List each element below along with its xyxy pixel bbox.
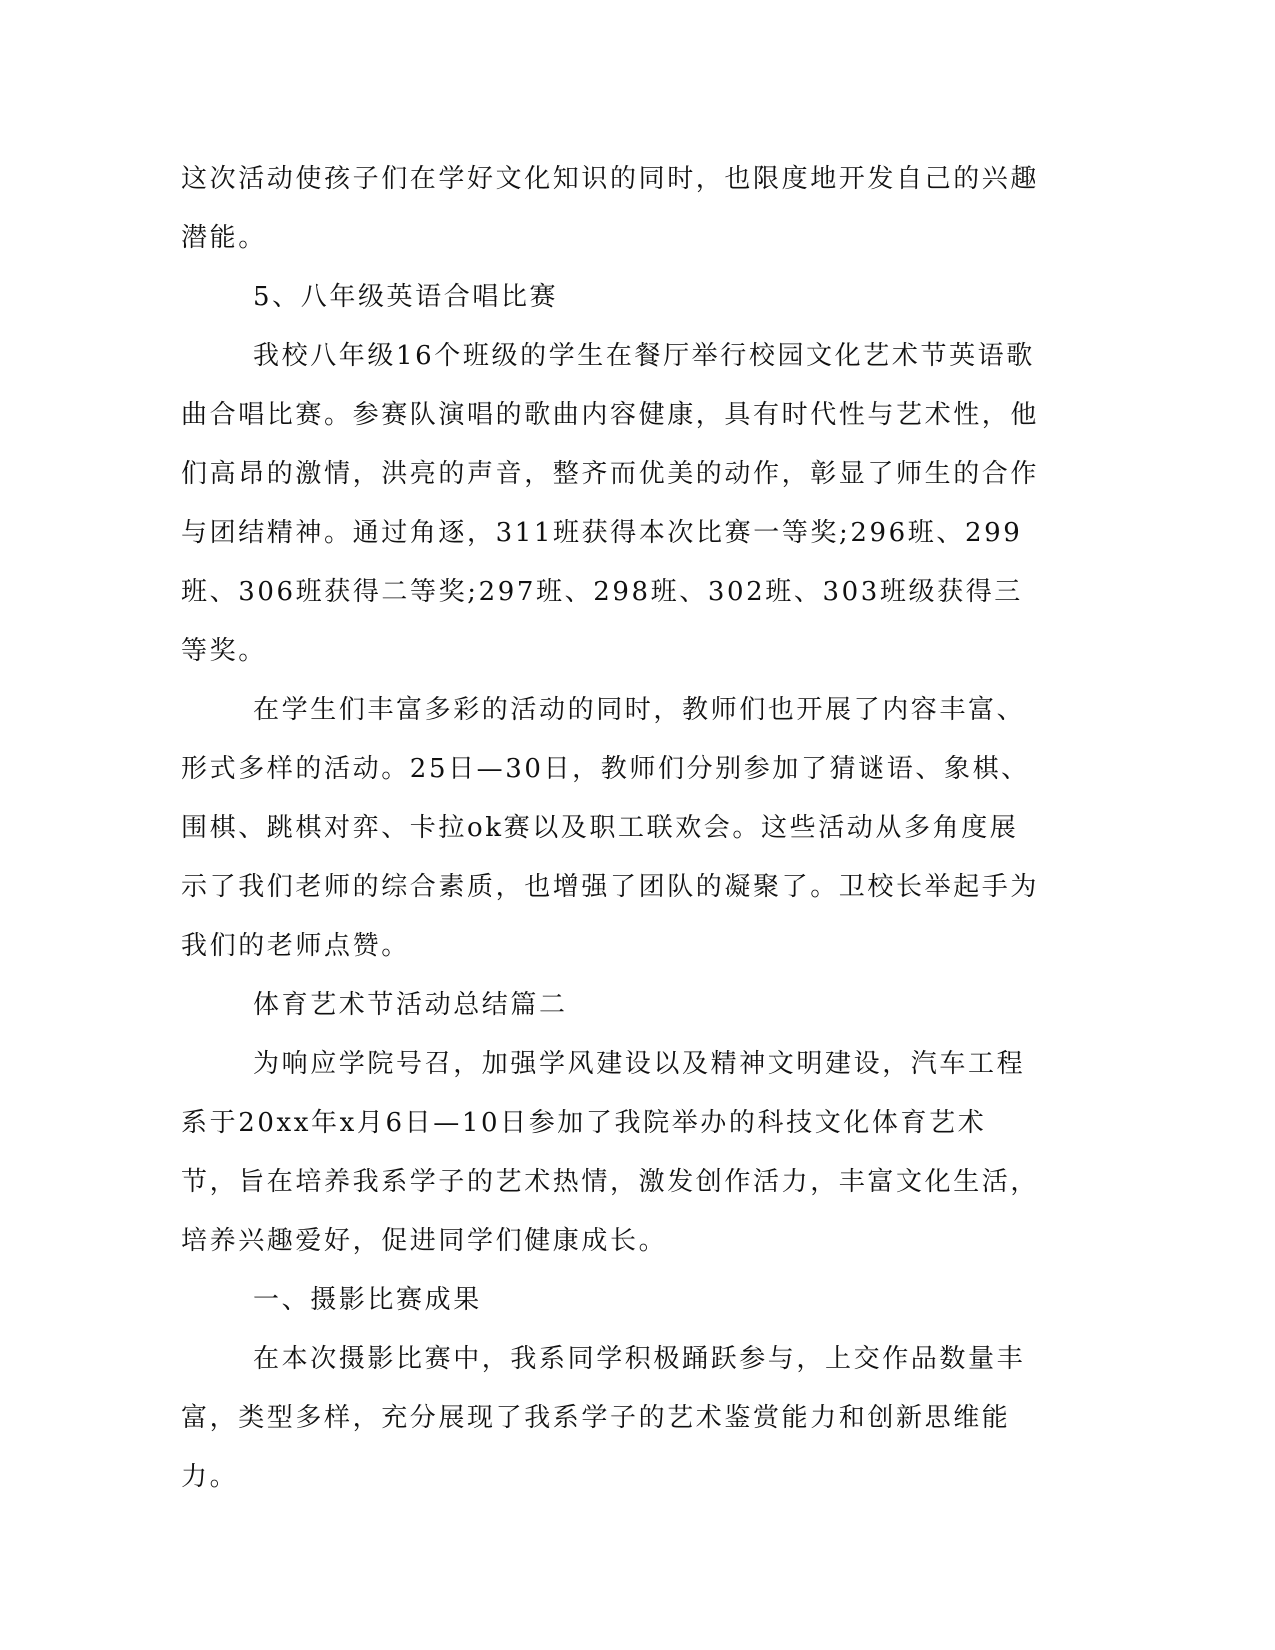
paragraph-chorus-results: 我校八年级16个班级的学生在餐厅举行校园文化艺术节英语歌曲合唱比赛。参赛队演唱的歌曲内容健康，具有时代性与艺术性，他们高昂的激情，洪亮的声音，整齐而优美的动作，彰显了师生的合作与团结精神。通过角逐，311班获得本次比赛一等奖;296班、299班、306班获得二等奖;297班、298班、302班、303班级获得三等奖。 xyxy=(181,341,1040,666)
heading-summary-part-two: 体育艺术节活动总结篇二 xyxy=(253,990,568,1020)
paragraph-festival-intro: 为响应学院号召，加强学风建设以及精神文明建设，汽车工程系于20xx年x月6日—10日参加了我院举办的科技文化体育艺术节，旨在培养我系学子的艺术热情，激发创作活力，丰富文化生活，培养兴趣爱好，促进同学们健康成长。 xyxy=(181,1049,1040,1256)
paragraph-photography-contest: 在本次摄影比赛中，我系同学积极踊跃参与，上交作品数量丰富，类型多样，充分展现了我系学子的艺术鉴赏能力和创新思维能力。 xyxy=(181,1344,1026,1492)
paragraph-teacher-activities: 在学生们丰富多彩的活动的同时，教师们也开展了内容丰富、形式多样的活动。25日—30日，教师们分别参加了猜谜语、象棋、围棋、跳棋对弈、卡拉ok赛以及职工联欢会。这些活动从多角度展示了我们老师的综合素质，也增强了团队的凝聚了。卫校长举起手为我们的老师点赞。 xyxy=(181,695,1040,961)
paragraph-activity-conclusion: 这次活动使孩子们在学好文化知识的同时，也限度地开发自己的兴趣潜能。 xyxy=(181,164,1040,253)
document-body xyxy=(181,150,1041,1507)
heading-grade8-english-chorus: 5、八年级英语合唱比赛 xyxy=(253,282,559,312)
heading-photography-results: 一、摄影比赛成果 xyxy=(253,1285,482,1315)
